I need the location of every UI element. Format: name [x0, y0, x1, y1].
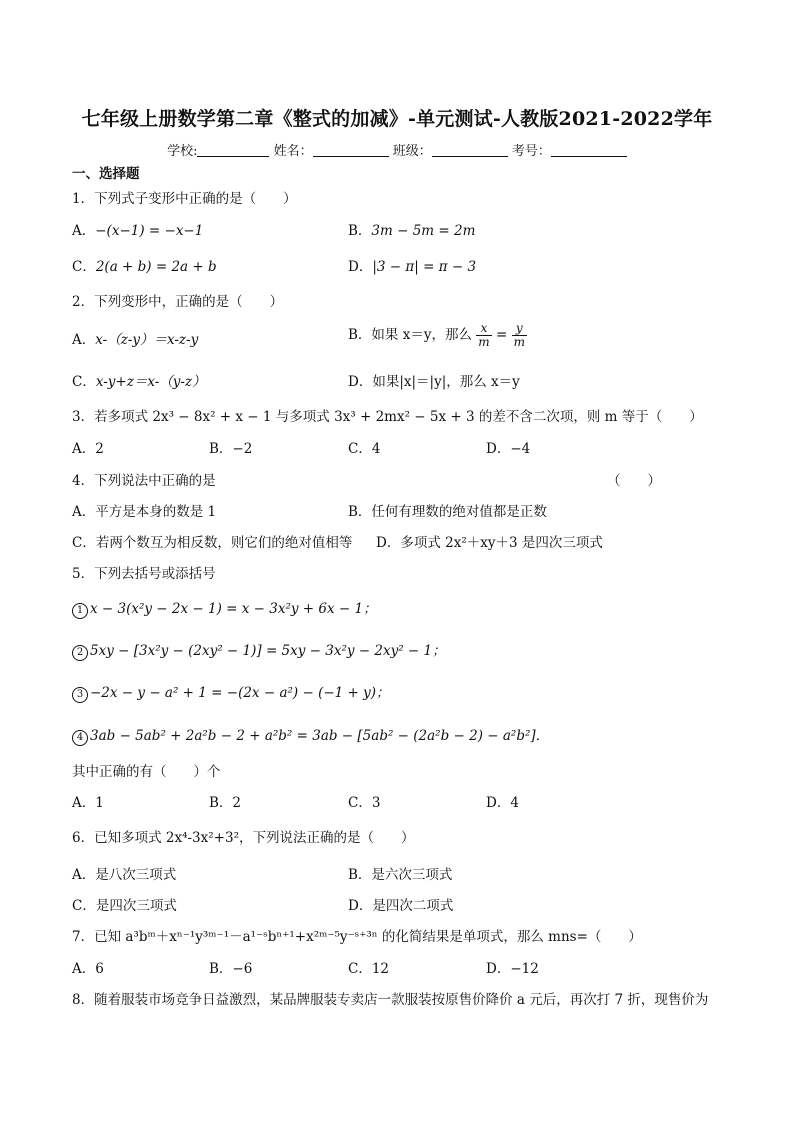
q4-option-d[interactable]: D．多项式 2x²＋xy＋3 是四次三项式 — [376, 535, 603, 551]
q3-option-d[interactable]: D．−4 — [486, 441, 531, 457]
q1-option-a[interactable]: A．−(x−1) = −x−1 — [72, 223, 204, 239]
question-8-stem: 8．随着服装市场竞争日益激烈，某品牌服装专卖店一款服装按原售价降价 a 元后，再次打 7 折，现售价为 — [72, 992, 709, 1008]
question-4-answer-paren: （ ） — [607, 473, 661, 489]
q3-option-a[interactable]: A．2 — [72, 441, 104, 457]
q2-option-c[interactable]: C．x-y+z＝x-（y-z） — [72, 374, 206, 390]
school-label: 学校: — [167, 144, 198, 159]
q5-option-a[interactable]: A．1 — [72, 795, 104, 811]
q6-option-d[interactable]: D．是四次二项式 — [348, 898, 454, 914]
q5-item-1: 1 x − 3(x²y − 2x − 1) = x − 3x²y + 6x − 1； — [72, 597, 377, 619]
exam-number-label: 考号： — [511, 144, 551, 159]
school-field[interactable] — [197, 144, 269, 157]
q5-item-4: 4 3ab − 5ab² + 2a²b − 2 + a²b² = 3ab − [5ab² − (2a²b − 2) − a²b²]． — [72, 724, 549, 746]
q6-option-c[interactable]: C．是四次三项式 — [72, 898, 177, 914]
q6-option-a[interactable]: A．是八次三项式 — [72, 867, 177, 883]
page-title: 七年级上册数学第二章《整式的加减》-单元测试-人教版2021-2022学年 — [81, 108, 713, 130]
exam-number-field[interactable] — [551, 144, 627, 157]
name-field[interactable] — [313, 144, 389, 157]
q3-option-b[interactable]: B．−2 — [209, 441, 253, 457]
q7-option-d[interactable]: D．−12 — [486, 961, 539, 977]
question-4-stem: 4．下列说法中正确的是 — [72, 473, 216, 489]
question-2-stem: 2．下列变形中，正确的是（ ） — [72, 294, 284, 310]
q5-item-2: 2 5xy − [3x²y − (2xy² − 1)] = 5xy − 3x²y − 2xy² − 1； — [72, 639, 446, 661]
question-5-stem: 5．下列去括号或添括号 — [72, 566, 216, 582]
class-field[interactable] — [432, 144, 508, 157]
question-1-stem: 1．下列式子变形中正确的是（ ） — [72, 191, 297, 207]
student-info-line — [0, 140, 794, 159]
q4-option-b[interactable]: B．任何有理数的绝对值都是正数 — [348, 504, 547, 520]
question-6-stem: 6．已知多项式 2x⁴-3x²+3²，下列说法正确的是（ ） — [72, 830, 415, 846]
section-heading: 一、选择题 — [72, 166, 140, 182]
q2-option-d[interactable]: D．如果|x|＝|y|，那么 x＝y — [348, 374, 520, 390]
q1-option-c[interactable]: C．2(a + b) = 2a + b — [72, 259, 217, 275]
q2-option-a[interactable]: A．x-（z-y）＝x-z-y — [72, 332, 199, 348]
q4-option-a[interactable]: A．平方是本身的数是 1 — [72, 504, 217, 520]
question-3-stem: 3．若多项式 2x³ − 8x² + x − 1 与多项式 3x³ + 2mx² − 5x + 3 的差不含二次项，则 m 等于（ ） — [72, 409, 703, 425]
fraction-y-over-m: $\frac{y}{m}$ — [513, 321, 525, 349]
q6-option-b[interactable]: B．是六次三项式 — [348, 867, 453, 883]
fraction-x-over-m: $\frac{x}{m}$ — [478, 321, 490, 349]
q4-option-c[interactable]: C．若两个数互为相反数，则它们的绝对值相等 — [72, 535, 353, 551]
q3-option-c[interactable]: C．4 — [348, 441, 381, 457]
q1-option-d[interactable]: D．|3 − π| = π − 3 — [348, 259, 477, 275]
q5-option-b[interactable]: B．2 — [209, 795, 242, 811]
q5-option-d[interactable]: D．4 — [486, 795, 519, 811]
q5-ask: 其中正确的有（ ）个 — [72, 764, 221, 780]
class-label: 班级： — [392, 144, 432, 159]
name-label: 姓名： — [273, 144, 313, 159]
q7-option-a[interactable]: A．6 — [72, 961, 104, 977]
q5-option-c[interactable]: C．3 — [348, 795, 381, 811]
question-7-stem: 7．已知 a³bᵐ＋xⁿ⁻¹y³ᵐ⁻¹－a¹⁻ˢbⁿ⁺¹+x²ᵐ⁻⁵y⁻ˢ⁺³ⁿ 的化简结果是单项式，那么 mns=（ ） — [72, 929, 642, 945]
q7-option-b[interactable]: B．−6 — [209, 961, 253, 977]
q7-option-c[interactable]: C．12 — [348, 961, 390, 977]
q1-option-b[interactable]: B．3m − 5m = 2m — [348, 223, 476, 239]
q2-option-b[interactable]: B．如果 x＝y，那么 $\frac{x}{m}$ = $\frac{y}{m}$ — [348, 321, 525, 349]
q5-item-3: 3 −2x − y − a² + 1 = −(2x − a²) − (−1 + y)； — [72, 681, 390, 703]
